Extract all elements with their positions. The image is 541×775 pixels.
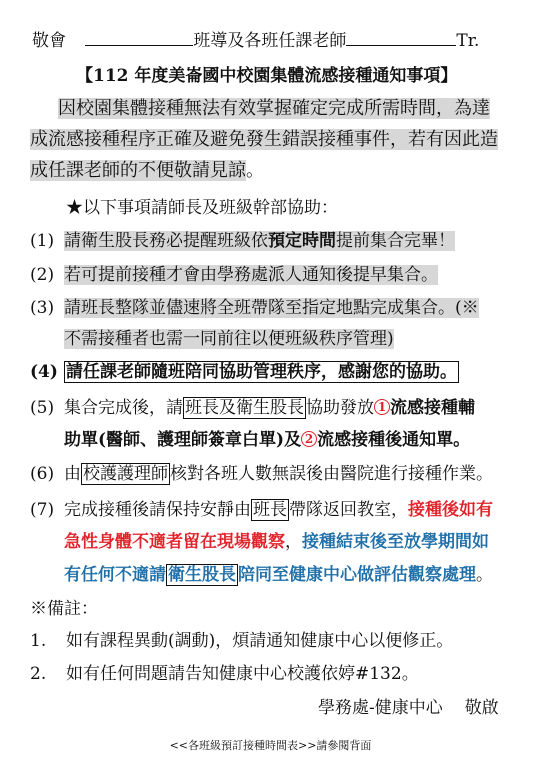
item-7-part-b: 帶隊返回教室，: [289, 500, 408, 520]
document-title: 【112 年度美崙國中校園集體流感接種通知事項】: [76, 66, 458, 86]
list-item-6: [30, 462, 493, 486]
header-line: [32, 28, 479, 53]
blank-field-1: [85, 28, 193, 46]
item-5-form-1: 流感接種輔: [390, 398, 475, 418]
item-1-part-a: 請衛生股長務必提醒班級依: [64, 231, 268, 251]
item-7-boxed-2: 衛生股長: [168, 565, 236, 585]
item-7-warning-1: 接種後如有: [408, 500, 493, 520]
note-number: 1.: [30, 631, 47, 651]
list-item-3: [30, 296, 479, 320]
note-item-1: [30, 629, 453, 653]
item-number: (1): [30, 231, 55, 251]
blank-field-2: [346, 28, 456, 46]
item-7-instruction-2a: 有任何不適請: [64, 565, 166, 585]
intro-text-1: 因校園集體接種無法有效掌握確定完成所需時間，為達: [58, 98, 490, 119]
item-number: (2): [30, 265, 55, 285]
list-item-1: [30, 229, 455, 253]
circled-number-1: 1: [374, 399, 390, 415]
item-3-text-1: 請班長整隊並儘速將全班帶隊至指定地點完成集合。(※: [64, 298, 479, 318]
circled-number-2: 2: [301, 431, 317, 447]
list-item-3-cont: [64, 327, 394, 351]
signature: [318, 696, 499, 720]
header-tr: Tr.: [456, 31, 480, 51]
item-1-emphasis: 預定時間: [268, 231, 336, 251]
item-7-boxed: 班長: [253, 500, 287, 520]
note-number: 2.: [30, 664, 47, 684]
list-item-4: [30, 360, 459, 384]
note-item-2: [30, 662, 419, 686]
item-2-text: 若可提前接種才會由學務處派人通知後提早集合。: [64, 265, 438, 285]
item-5-boxed: 班長及衛生股長: [185, 398, 304, 418]
item-4-text: 請任課老師隨班陪同協助管理秩序，感謝您的協助。: [66, 362, 457, 382]
item-5-line2-a: 助單(醫師、護理師簽章白單)及: [64, 430, 302, 450]
item-7-instruction-1: 接種結束後至放學期間如: [302, 532, 489, 552]
intro-line-1: [58, 97, 490, 121]
footer-note: <<各班級預訂接種時間表>>請參閱背面: [169, 739, 372, 752]
help-heading: ★以下事項請師長及班級幹部協助：: [66, 198, 338, 218]
list-item-7: [30, 498, 493, 522]
intro-line-2: [30, 128, 498, 152]
item-number: (6): [30, 464, 55, 484]
intro-line-3: [30, 159, 264, 183]
intro-text-2: 成流感接種程序正確及避免發生錯誤接種事件，若有因此造: [30, 129, 498, 150]
list-item-7-cont-2: [64, 563, 493, 587]
header-recipients: 班導及各班任課老師: [193, 31, 347, 51]
item-7-instruction-2b: 陪同至健康中心做評估觀察處理: [238, 565, 476, 585]
list-item-2: [30, 263, 438, 287]
intro-text-3-end: 。: [246, 160, 264, 181]
item-7-comma: ，: [285, 532, 302, 552]
item-6-part-b: 核對各班人數無誤後由醫院進行接種作業。: [170, 464, 493, 484]
note-1-text: 如有課程異動(調動)，煩請通知健康中心以便修正。: [66, 631, 454, 651]
note-2-text: 如有任何問題請告知健康中心校護依婷#132。: [66, 664, 419, 684]
signature-org: 學務處-健康中心: [318, 698, 443, 718]
item-number: (5): [30, 398, 55, 418]
item-number: (7): [30, 500, 55, 520]
item-5-line2-b: 流感接種後通知單。: [317, 430, 471, 450]
item-5-part-a: 集合完成後，請: [64, 398, 183, 418]
item-7-part-a: 完成接種後請保持安靜由: [64, 500, 251, 520]
item-6-part-a: 由: [64, 464, 81, 484]
item-1-part-c: 提前集合完畢！: [336, 231, 455, 251]
item-number: (4): [30, 362, 58, 382]
list-item-5: [30, 396, 475, 420]
item-7-end: 。: [476, 565, 493, 585]
notes-heading: ※備註：: [30, 599, 98, 619]
header-prefix: 敬會: [32, 31, 66, 51]
item-3-text-2: 不需接種者也需一同前往以便班級秩序管理): [64, 329, 394, 349]
signature-closing: 敬啟: [464, 698, 499, 718]
list-item-7-cont-1: [64, 530, 489, 554]
list-item-5-cont: [64, 428, 470, 452]
item-5-part-b: 協助發放: [306, 398, 374, 418]
item-number: (3): [30, 298, 55, 318]
item-6-boxed: 校護護理師: [83, 464, 168, 484]
item-7-warning-2: 急性身體不適者留在現場觀察: [64, 532, 285, 552]
item-1-text: [64, 231, 455, 251]
intro-text-3: 成任課老師的不便敬請見諒: [30, 160, 246, 181]
